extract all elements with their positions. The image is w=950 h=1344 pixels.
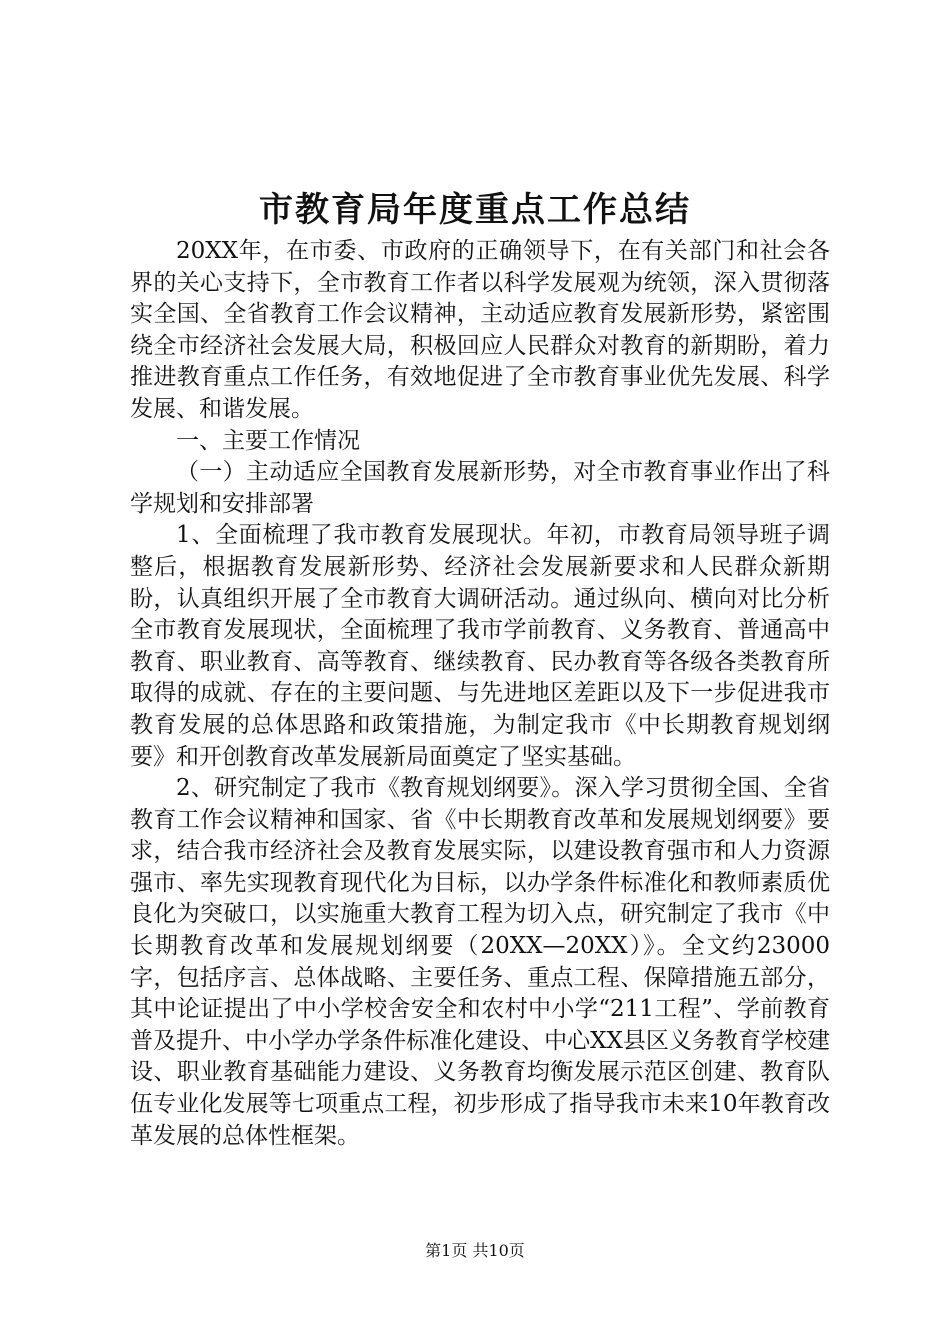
page-number-footer: 第1页 共10页 bbox=[425, 1241, 525, 1260]
item-1-paragraph: 1、全面梳理了我市教育发展现状。年初，市教育局领导班子调整后，根据教育发展新形势、经济社会发展新要求和人民群众新期盼，认真组织开展了全市教育大调研活动。通过纵向、横向对比分析全市教育发展现状，全面梳理了我市学前教育、义务教育、普通高中教育、职业教育、高等教育、继续教育、民办教育等各级各类教育所取得的成就、存在的主要问题、与先进地区差距以及下一步促进我市教育发展的总体思路和政策措施，为制定我市《中长期教育规划纲要》和开创教育改革发展新局面奠定了坚实基础。 bbox=[130, 522, 830, 770]
document-body bbox=[130, 236, 830, 1152]
subsection-heading: （一）主动适应全国教育发展新形势，对全市教育事业作出了科学规划和安排部署 bbox=[130, 459, 830, 517]
document-title: 市教育局年度重点工作总结 bbox=[259, 190, 691, 230]
intro-paragraph: 20XX年，在市委、市政府的正确领导下，在有关部门和社会各界的关心支持下，全市教育工作者以科学发展观为统领，深入贯彻落实全国、全省教育工作会议精神，主动适应教育发展新形势，紧密围绕全市经济社会发展大局，积极回应人民群众对教育的新期盼，着力推进教育重点工作任务，有效地促进了全市教育事业优先发展、科学发展、和谐发展。 bbox=[130, 238, 830, 422]
item-2-paragraph: 2、研究制定了我市《教育规划纲要》。深入学习贯彻全国、全省教育工作会议精神和国家、省《中长期教育改革和发展规划纲要》要求，结合我市经济社会及教育发展实际，以建设教育强市和人力资源强市、率先实现教育现代化为目标，以办学条件标准化和教师素质优良化为突破口，以实施重大教育工程为切入点，研究制定了我市《中长期教育改革和发展规划纲要（20XX—20XX）》。全文约23000字，包括序言、总体战略、主要任务、重点工程、保障措施五部分，其中论证提出了中小学校舍安全和农村中小学“211工程”、学前教育普及提升、中小学办学条件标准化建设、中心XX县区义务教育学校建设、职业教育基础能力建设、义务教育均衡发展示范区创建、教育队伍专业化发展等七项重点工程，初步形成了指导我市未来10年教育改革发展的总体性框架。 bbox=[130, 775, 830, 1149]
section-heading: 一、主要工作情况 bbox=[176, 427, 360, 454]
